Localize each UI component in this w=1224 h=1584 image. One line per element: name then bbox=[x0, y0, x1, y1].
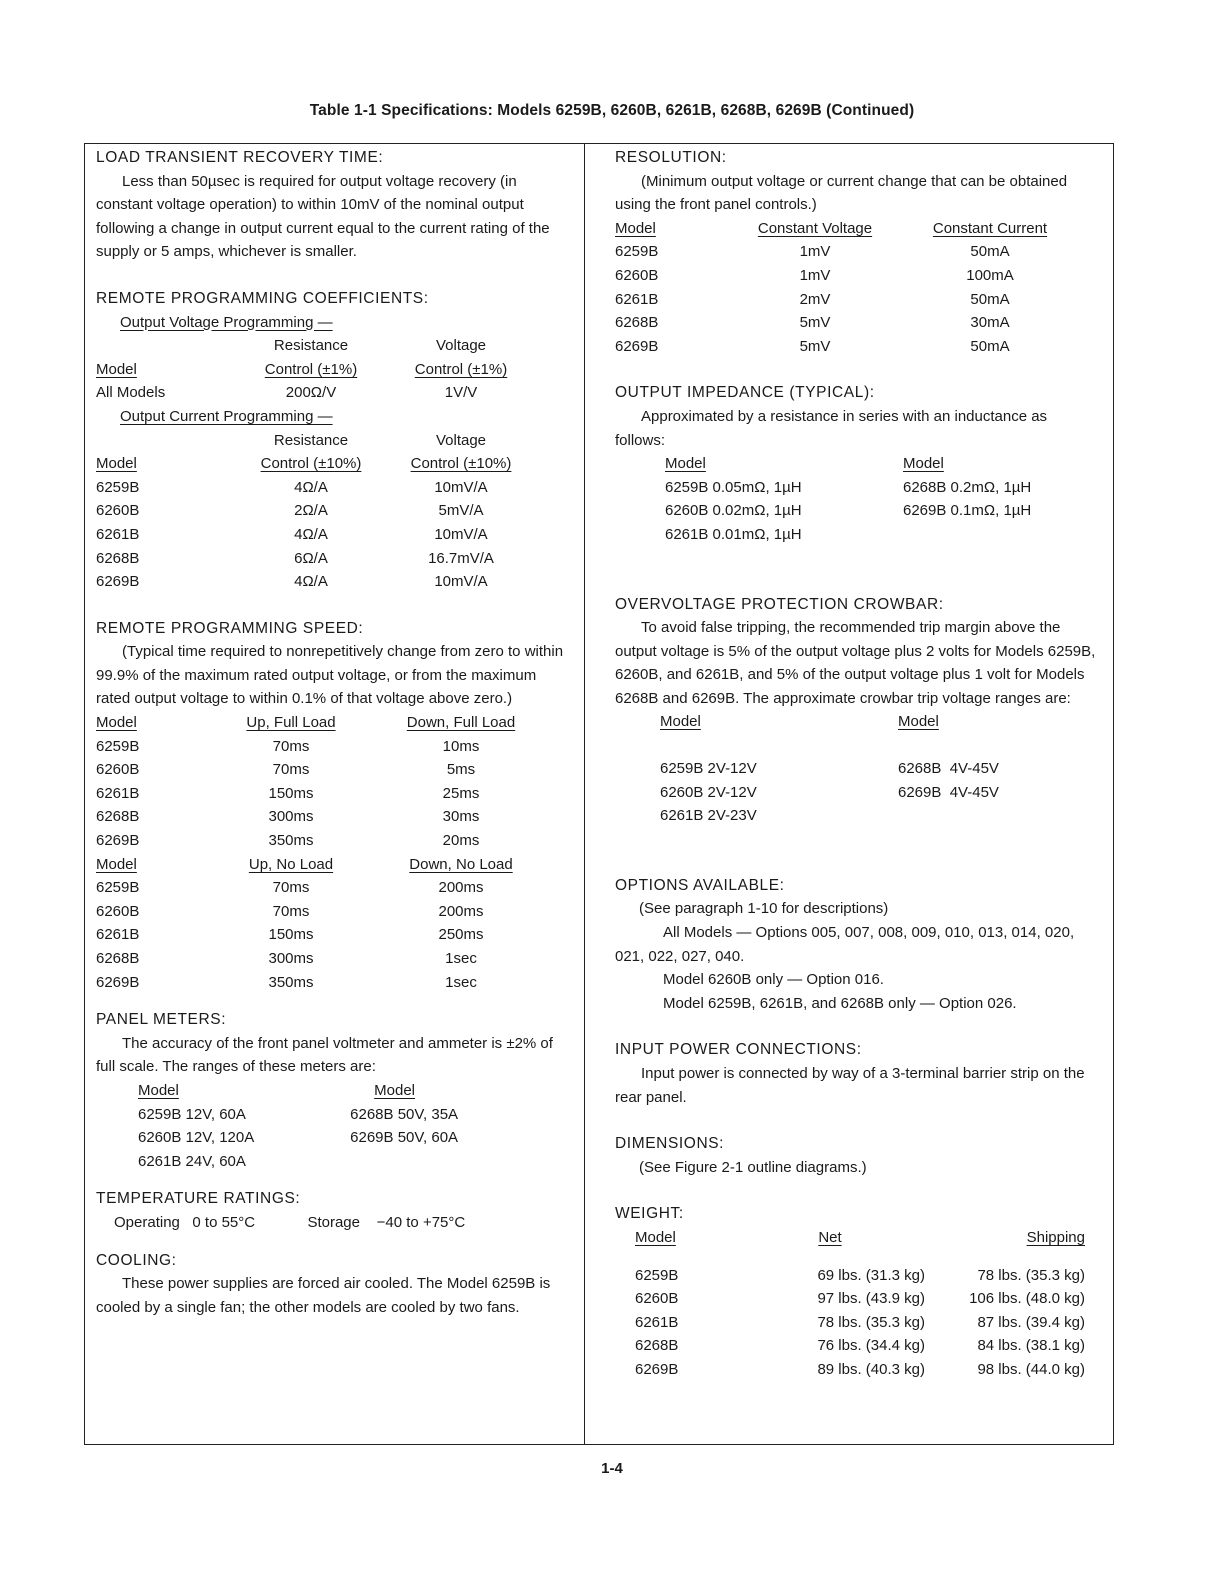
resolution-heading: RESOLUTION: bbox=[615, 149, 727, 166]
crowbar-text: To avoid false tripping, the recommended trip margin above the output voltage is 5% of the output voltage plus 2 volts for Models 6259B, 6260B, and 6261B, and 5% of the output voltage plus 1 volt for Models 6268B and 6269B. The approximate crowbar trip voltage ranges are: bbox=[615, 619, 1096, 707]
table-cell: 6260B bbox=[138, 1129, 182, 1147]
table-row bbox=[96, 547, 546, 571]
table-cell: 6259B bbox=[96, 879, 140, 897]
table-header: Model bbox=[898, 713, 939, 731]
cooling-heading: COOLING: bbox=[96, 1251, 177, 1269]
table-cell: 6259B bbox=[615, 243, 659, 261]
table-cell: 5ms bbox=[446, 761, 476, 779]
table-cell: 84 lbs. (38.1 kg) bbox=[977, 1337, 1085, 1355]
table-cell: 10mV/A bbox=[434, 573, 488, 591]
panel-meters-table bbox=[138, 1079, 572, 1173]
table-cell: 5mV bbox=[799, 337, 831, 355]
table-row bbox=[96, 735, 556, 759]
page-number: 1-4 bbox=[601, 1460, 623, 1477]
table-cell: 6259B bbox=[660, 760, 704, 778]
remote-speed-heading: REMOTE PROGRAMMING SPEED: bbox=[96, 619, 364, 637]
options-section bbox=[615, 874, 1097, 1016]
table-cell: 300ms bbox=[268, 808, 314, 826]
current-programming-table bbox=[96, 429, 546, 594]
table-cell: 6259B bbox=[138, 1105, 182, 1123]
table-cell: 0.02mΩ, 1µH bbox=[712, 502, 802, 520]
table-header: Up, Full Load bbox=[246, 714, 336, 732]
table-header: Voltage bbox=[435, 431, 487, 449]
table-cell: 50V, 60A bbox=[397, 1129, 459, 1147]
impedance-text: Approximated by a resistance in series with an inductance as follows: bbox=[615, 407, 1048, 449]
table-cell: 2Ω/A bbox=[294, 502, 328, 520]
options-line-3: Model 6260B only — Option 016. bbox=[663, 971, 884, 989]
resolution-table bbox=[615, 217, 1075, 359]
table-header: Control (±1%) bbox=[264, 360, 358, 378]
crowbar-section bbox=[615, 593, 1097, 828]
table-cell: 6268B bbox=[96, 808, 140, 826]
input-power-text: Input power is connected by way of a 3-terminal barrier strip on the rear panel. bbox=[615, 1065, 1085, 1106]
table-row bbox=[660, 781, 1058, 805]
table-cell: 89 lbs. (40.3 kg) bbox=[817, 1360, 925, 1378]
table-cell: 97 lbs. (43.9 kg) bbox=[817, 1290, 925, 1308]
table-header: Voltage bbox=[435, 337, 487, 355]
table-row bbox=[665, 499, 1083, 523]
table-header: Model bbox=[615, 219, 656, 237]
no-load-speed-table bbox=[96, 853, 556, 995]
table-cell: 50mA bbox=[970, 243, 1010, 261]
table-cell: 70ms bbox=[272, 737, 310, 755]
table-cell: 300ms bbox=[268, 950, 314, 967]
table-row bbox=[138, 1126, 572, 1150]
table-header: Resistance bbox=[273, 337, 349, 355]
table-header: Up, No Load bbox=[248, 855, 334, 873]
table-row bbox=[635, 1264, 1085, 1288]
table-row bbox=[96, 758, 556, 782]
table-cell: 12V, 120A bbox=[185, 1129, 255, 1147]
table-cell: 6261B bbox=[138, 1152, 182, 1170]
left-column bbox=[96, 146, 572, 1319]
table-cell: 6268B bbox=[898, 760, 942, 778]
table-cell: 5mV/A bbox=[438, 502, 484, 520]
input-power-heading: INPUT POWER CONNECTIONS: bbox=[615, 1041, 862, 1059]
table-cell: 6259B bbox=[665, 478, 709, 496]
table-row bbox=[96, 381, 546, 405]
load-transient-text: Less than 50µsec is required for output voltage recovery (in constant voltage operation) to within 10mV of the nominal output following a change in output current equal to the current rating of the supply or 5 amps, whichever is smaller. bbox=[96, 172, 550, 261]
table-row bbox=[615, 335, 1075, 359]
table-cell: 250ms bbox=[438, 926, 484, 944]
operating-label: Operating bbox=[114, 1213, 180, 1231]
table-row bbox=[660, 757, 1058, 781]
table-row bbox=[665, 523, 1083, 547]
table-header: Model bbox=[138, 1081, 179, 1099]
table-cell: 200Ω/V bbox=[285, 384, 337, 402]
table-cell: 2V-12V bbox=[707, 783, 757, 801]
table-cell: 6261B bbox=[660, 807, 704, 825]
table-row bbox=[615, 264, 1075, 288]
table-cell: 1sec bbox=[445, 950, 477, 967]
table-cell: 6261B bbox=[96, 926, 140, 944]
storage-value: −40 to +75°C bbox=[376, 1213, 466, 1231]
table-cell: 200ms bbox=[438, 902, 484, 920]
load-transient-section bbox=[96, 146, 572, 264]
panel-meters-section bbox=[96, 1008, 572, 1173]
table-cell: 6259B bbox=[96, 478, 140, 496]
table-cell: 0.2mΩ, 1µH bbox=[950, 478, 1032, 496]
table-row bbox=[635, 1311, 1085, 1335]
table-cell: 6269B bbox=[96, 973, 140, 991]
table-cell: 6269B bbox=[615, 337, 659, 355]
table-row bbox=[96, 971, 556, 995]
table-row bbox=[138, 1150, 572, 1174]
table-cell: 6259B bbox=[96, 737, 140, 755]
table-cell: 6269B bbox=[898, 783, 942, 801]
table-cell: 6260B bbox=[96, 502, 140, 520]
table-row bbox=[96, 523, 546, 547]
table-cell: 30ms bbox=[442, 808, 480, 826]
table-cell: 6260B bbox=[96, 902, 140, 920]
table-cell: 5mV bbox=[799, 314, 831, 332]
table-cell: 6261B bbox=[96, 784, 140, 802]
temperature-heading: TEMPERATURE RATINGS: bbox=[96, 1190, 301, 1208]
table-cell: 6259B bbox=[635, 1266, 679, 1284]
table-cell: 20ms bbox=[442, 832, 480, 850]
table-row bbox=[635, 1287, 1085, 1311]
table-cell: 16.7mV/A bbox=[428, 549, 494, 567]
table-row bbox=[615, 288, 1075, 312]
temperature-section bbox=[96, 1187, 572, 1234]
weight-section bbox=[615, 1202, 1097, 1381]
table-header: Net bbox=[818, 1228, 842, 1246]
table-header: Model bbox=[903, 455, 944, 473]
table-cell: 50mA bbox=[970, 337, 1010, 355]
table-cell: 1sec bbox=[445, 973, 477, 991]
full-load-speed-table bbox=[96, 711, 556, 853]
impedance-section bbox=[615, 381, 1097, 546]
table-cell: 0.05mΩ, 1µH bbox=[712, 478, 802, 496]
table-header: Model bbox=[96, 714, 137, 732]
impedance-heading: OUTPUT IMPEDANCE (TYPICAL): bbox=[615, 384, 875, 402]
table-cell: 6268B bbox=[350, 1105, 394, 1123]
weight-table bbox=[635, 1226, 1085, 1382]
input-power-section bbox=[615, 1038, 1097, 1109]
panel-meters-heading: PANEL METERS: bbox=[96, 1011, 227, 1029]
table-cell: 6261B bbox=[665, 525, 709, 543]
cooling-section bbox=[96, 1249, 572, 1320]
table-cell: 70ms bbox=[272, 761, 310, 779]
table-cell: 87 lbs. (39.4 kg) bbox=[977, 1313, 1085, 1331]
table-cell: 12V, 60A bbox=[185, 1105, 246, 1123]
voltage-programming-table bbox=[96, 334, 546, 405]
options-line-4: Model 6259B, 6261B, and 6268B only — Option 026. bbox=[663, 994, 1017, 1012]
dimensions-text: (See Figure 2-1 outline diagrams.) bbox=[639, 1158, 867, 1176]
table-cell: 1mV bbox=[799, 243, 831, 261]
table-cell: 6260B bbox=[615, 266, 659, 284]
table-cell: 150ms bbox=[268, 784, 314, 802]
table-cell: 2V-12V bbox=[707, 760, 757, 778]
table-header: Control (±10%) bbox=[410, 455, 512, 473]
column-divider bbox=[584, 143, 585, 1445]
table-header: Down, Full Load bbox=[406, 714, 516, 732]
table-cell: 50mA bbox=[970, 290, 1010, 308]
table-header: Shipping bbox=[1026, 1228, 1085, 1246]
table-header: Constant Voltage bbox=[757, 219, 873, 237]
table-row bbox=[96, 829, 556, 853]
current-programming-subheading: Output Current Programming — bbox=[120, 407, 333, 425]
table-cell: 6260B bbox=[660, 783, 704, 801]
storage-label: Storage bbox=[307, 1213, 360, 1231]
table-cell: 30mA bbox=[970, 314, 1010, 332]
table-cell: 6269B bbox=[350, 1129, 394, 1147]
remote-speed-text: (Typical time required to nonrepetitively change from zero to within 99.9% of the maximum rated output voltage, or from the maximum rated output voltage to within 0.1% of that voltage above zero.) bbox=[96, 643, 564, 708]
table-row bbox=[96, 923, 556, 947]
table-row bbox=[96, 947, 556, 971]
table-cell: 6268B bbox=[635, 1337, 679, 1355]
table-cell: 6261B bbox=[615, 290, 659, 308]
table-cell: 2V-23V bbox=[707, 807, 757, 825]
table-header: Model bbox=[96, 455, 137, 473]
table-header: Down, No Load bbox=[409, 855, 513, 873]
table-cell: 10mV/A bbox=[434, 478, 488, 496]
table-cell: 2mV bbox=[799, 290, 831, 308]
crowbar-heading: OVERVOLTAGE PROTECTION CROWBAR: bbox=[615, 595, 944, 613]
table-row bbox=[96, 876, 556, 900]
options-line-1: (See paragraph 1-10 for descriptions) bbox=[639, 900, 889, 918]
table-row bbox=[615, 240, 1075, 264]
resolution-text: (Minimum output voltage or current change that can be obtained using the front panel controls.) bbox=[615, 172, 1068, 214]
table-cell: 6268B bbox=[96, 549, 140, 567]
table-cell: 4V-45V bbox=[949, 760, 999, 778]
table-cell: 4V-45V bbox=[949, 783, 999, 801]
table-cell: 150ms bbox=[268, 926, 314, 944]
table-row bbox=[138, 1103, 572, 1127]
table-cell: 78 lbs. (35.3 kg) bbox=[977, 1266, 1085, 1284]
cooling-text: These power supplies are forced air cooled. The Model 6259B is cooled by a single fan; the other models are cooled by two fans. bbox=[96, 1275, 551, 1316]
table-cell: 1V/V bbox=[444, 384, 478, 402]
panel-meters-text: The accuracy of the front panel voltmeter and ammeter is ±2% of full scale. The ranges of these meters are: bbox=[96, 1034, 553, 1076]
table-cell: 6260B bbox=[665, 502, 709, 520]
table-row bbox=[635, 1358, 1085, 1382]
operating-value: 0 to 55°C bbox=[192, 1213, 256, 1231]
table-cell: 350ms bbox=[268, 832, 314, 850]
table-cell: 70ms bbox=[272, 902, 310, 920]
table-cell: 24V, 60A bbox=[185, 1152, 246, 1170]
table-header: Constant Current bbox=[932, 219, 1048, 237]
table-header: Model bbox=[96, 855, 137, 873]
table-cell: 6269B bbox=[903, 502, 947, 520]
table-cell: 0.1mΩ, 1µH bbox=[950, 502, 1032, 520]
table-cell: 6269B bbox=[96, 832, 140, 850]
table-row bbox=[635, 1334, 1085, 1358]
table-cell: 50V, 35A bbox=[397, 1105, 459, 1123]
table-header: Control (±1%) bbox=[414, 360, 508, 378]
table-cell: 100mA bbox=[966, 266, 1014, 284]
table-cell: 25ms bbox=[442, 784, 480, 802]
table-row bbox=[96, 570, 546, 594]
table-header: Resistance bbox=[273, 431, 349, 449]
dimensions-section bbox=[615, 1132, 1097, 1179]
table-cell: 6261B bbox=[635, 1313, 679, 1331]
table-header: Model bbox=[374, 1081, 416, 1099]
table-row bbox=[615, 311, 1075, 335]
table-cell: 0.01mΩ, 1µH bbox=[712, 525, 802, 543]
table-header: Model bbox=[665, 455, 706, 473]
table-cell: 4Ω/A bbox=[294, 525, 328, 543]
table-cell: 6Ω/A bbox=[294, 549, 328, 567]
table-row bbox=[96, 805, 556, 829]
table-row bbox=[665, 476, 1083, 500]
table-row bbox=[96, 782, 556, 806]
impedance-table bbox=[665, 452, 1083, 546]
table-cell: 6268B bbox=[903, 478, 947, 496]
options-heading: OPTIONS AVAILABLE: bbox=[615, 876, 785, 894]
table-cell: 350ms bbox=[268, 973, 314, 991]
table-cell: 6260B bbox=[635, 1290, 679, 1308]
table-cell: 6268B bbox=[96, 950, 140, 967]
table-cell: All Models bbox=[96, 384, 166, 402]
table-header: Model bbox=[635, 1228, 676, 1246]
remote-speed-section bbox=[96, 617, 572, 995]
remote-coefficients-section bbox=[96, 287, 572, 594]
table-cell: 69 lbs. (31.3 kg) bbox=[817, 1266, 925, 1284]
table-cell: 70ms bbox=[272, 879, 310, 897]
table-cell: 200ms bbox=[438, 879, 484, 897]
resolution-section bbox=[615, 146, 1097, 358]
table-row bbox=[660, 804, 1058, 828]
weight-heading: WEIGHT: bbox=[615, 1205, 684, 1223]
options-line-2: All Models — Options 005, 007, 008, 009, 010, 013, 014, 020, 021, 022, 027, 040. bbox=[615, 924, 1075, 965]
table-cell: 10mV/A bbox=[434, 525, 488, 543]
right-column bbox=[615, 146, 1097, 1382]
voltage-programming-subheading: Output Voltage Programming — bbox=[120, 313, 333, 331]
table-cell: 98 lbs. (44.0 kg) bbox=[977, 1360, 1085, 1378]
table-cell: 6261B bbox=[96, 525, 140, 543]
table-cell: 106 lbs. (48.0 kg) bbox=[969, 1290, 1085, 1308]
table-header: Control (±10%) bbox=[260, 455, 362, 473]
load-transient-heading: LOAD TRANSIENT RECOVERY TIME: bbox=[96, 149, 384, 166]
table-cell: 6269B bbox=[96, 573, 140, 591]
table-cell: 76 lbs. (34.4 kg) bbox=[817, 1337, 925, 1355]
table-row bbox=[96, 900, 556, 924]
crowbar-table bbox=[660, 710, 1058, 827]
table-cell: 78 lbs. (35.3 kg) bbox=[817, 1313, 925, 1331]
table-cell: 1mV bbox=[799, 266, 831, 284]
table-cell: 10ms bbox=[442, 737, 480, 755]
table-cell: 4Ω/A bbox=[294, 573, 328, 591]
table-row bbox=[96, 476, 546, 500]
table-cell: 6269B bbox=[635, 1360, 679, 1378]
table-cell: 6260B bbox=[96, 761, 140, 779]
table-row bbox=[96, 499, 546, 523]
dimensions-heading: DIMENSIONS: bbox=[615, 1135, 725, 1153]
table-header: Model bbox=[660, 713, 701, 731]
table-cell: 4Ω/A bbox=[294, 478, 328, 496]
remote-coefficients-heading: REMOTE PROGRAMMING COEFFICIENTS: bbox=[96, 289, 429, 307]
table-header: Model bbox=[96, 360, 137, 378]
table-cell: 6268B bbox=[615, 314, 659, 332]
page-title: Table 1-1 Specifications: Models 6259B, 6260B, 6261B, 6268B, 6269B (Continued) bbox=[309, 102, 915, 119]
